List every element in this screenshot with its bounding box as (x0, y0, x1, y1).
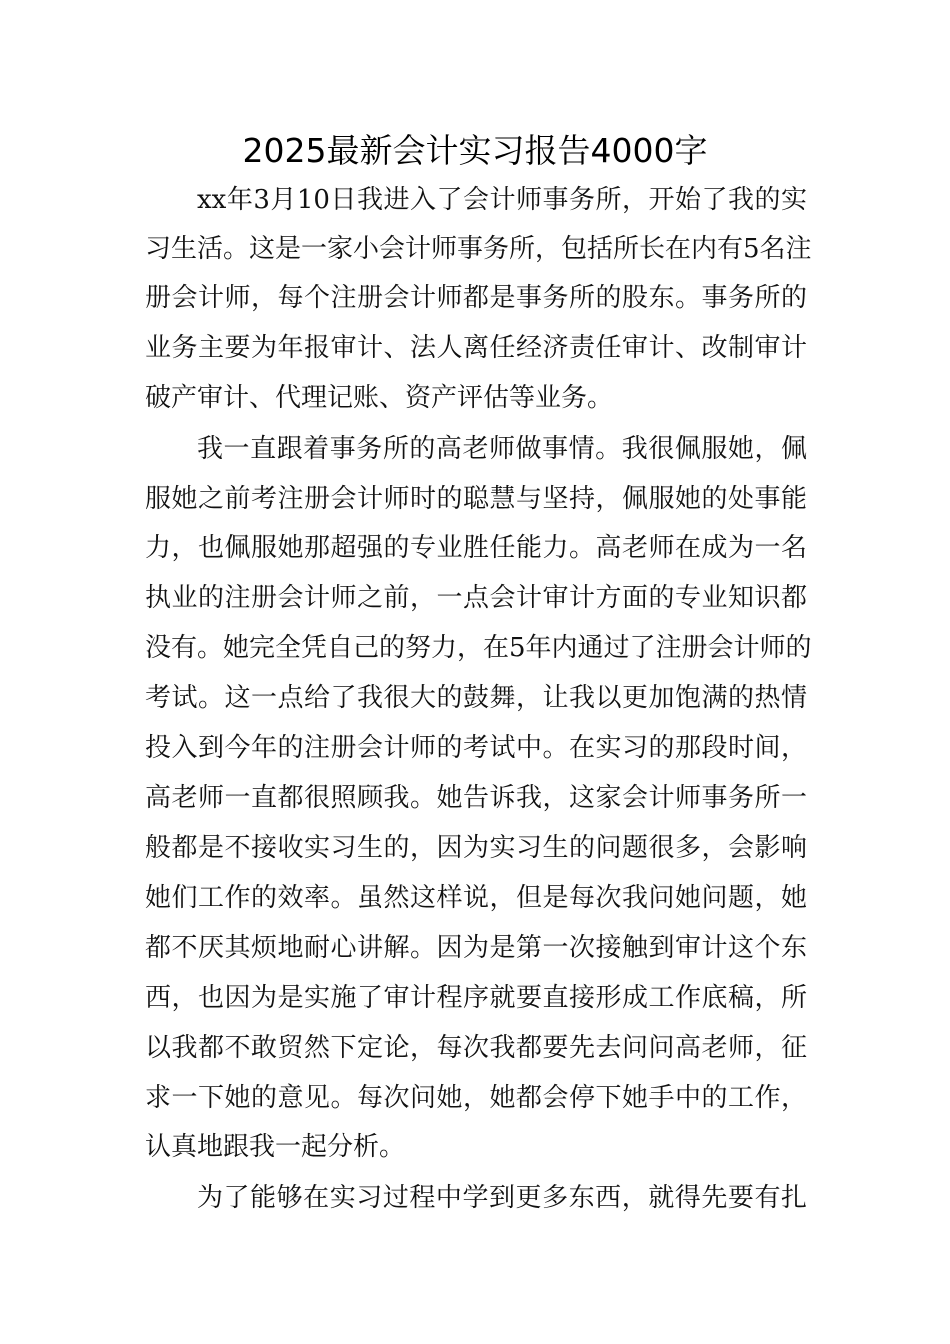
paragraph-2-line-2: 服她之前考注册会计师时的聪慧与坚持，佩服她的处事能 (145, 484, 807, 514)
paragraph-2-line-5: 没有。她完全凭自己的努力，在5年内通过了注册会计师的 (145, 633, 812, 663)
paragraph-1-line-1: xx年3月10日我进入了会计师事务所，开始了我的实 (197, 185, 807, 215)
paragraph-2-line-15: 认真地跟我一起分析。 (145, 1132, 406, 1162)
paragraph-3-line-1: 为了能够在实习过程中学到更多东西，就得先要有扎 (197, 1183, 807, 1213)
paragraph-2-line-6: 考试。这一点给了我很大的鼓舞，让我以更加饱满的热情 (145, 683, 807, 713)
paragraph-2-line-7: 投入到今年的注册会计师的考试中。在实习的那段时间， (145, 733, 807, 763)
paragraph-2-line-1: 我一直跟着事务所的高老师做事情。我很佩服她，佩 (197, 434, 807, 464)
paragraph-2-line-12: 西，也因为是实施了审计程序就要直接形成工作底稿，所 (145, 983, 807, 1013)
paragraph-2-line-3: 力，也佩服她那超强的专业胜任能力。高老师在成为一名 (145, 533, 807, 563)
paragraph-2-line-10: 她们工作的效率。虽然这样说，但是每次我问她问题，她 (145, 883, 807, 913)
paragraph-2-line-9: 般都是不接收实习生的，因为实习生的问题很多，会影响 (145, 833, 807, 863)
paragraph-1-line-4: 业务主要为年报审计、法人离任经济责任审计、改制审计 (145, 333, 807, 363)
document-title: 2025最新会计实习报告4000字 (242, 131, 708, 170)
paragraph-1-line-3: 册会计师，每个注册会计师都是事务所的股东。事务所的 (145, 283, 807, 313)
paragraph-2-line-4: 执业的注册会计师之前，一点会计审计方面的专业知识都 (145, 583, 807, 613)
paragraph-2-line-13: 以我都不敢贸然下定论，每次我都要先去问问高老师，征 (145, 1033, 807, 1063)
paragraph-2-line-14: 求一下她的意见。每次问她，她都会停下她手中的工作， (145, 1083, 807, 1113)
paragraph-2-line-11: 都不厌其烦地耐心讲解。因为是第一次接触到审计这个东 (145, 933, 807, 963)
paragraph-1-line-5: 破产审计、代理记账、资产评估等业务。 (145, 383, 614, 413)
paragraph-2-line-8: 高老师一直都很照顾我。她告诉我，这家会计师事务所一 (145, 783, 807, 813)
paragraph-1-line-2: 习生活。这是一家小会计师事务所，包括所长在内有5名注 (145, 234, 812, 264)
